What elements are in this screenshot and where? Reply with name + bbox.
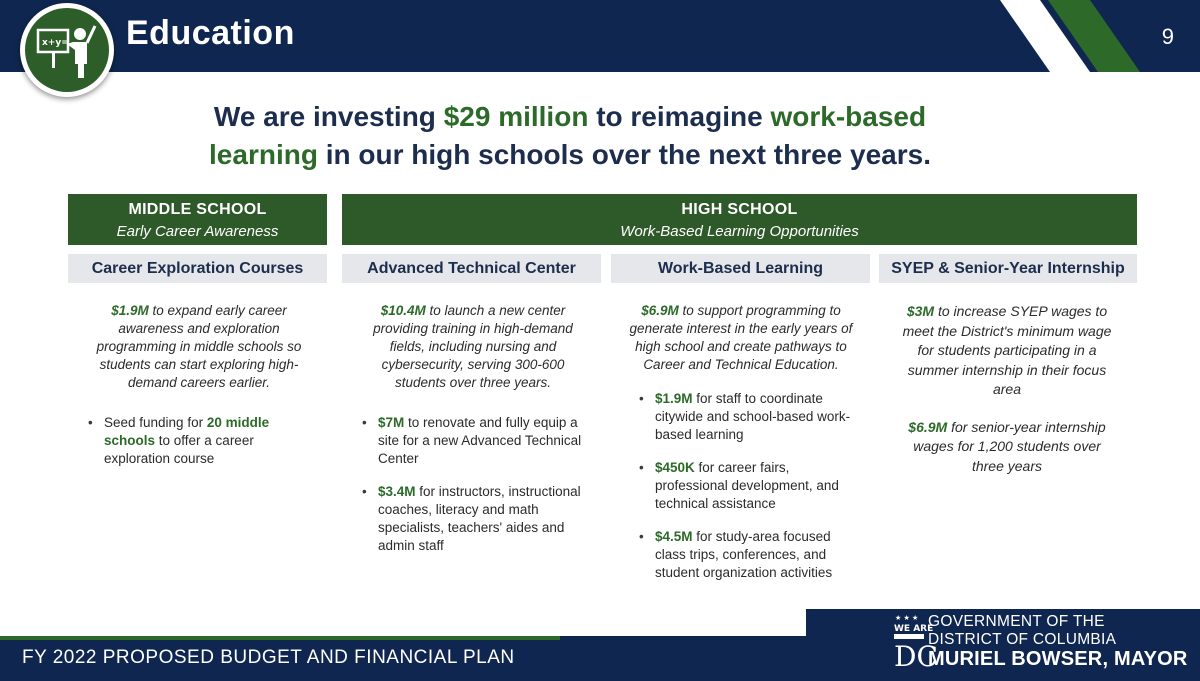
- list-item: • $3.4M for instructors, instructional coaches, literacy and math specialists, teachers' aides and admin staff: [362, 484, 581, 553]
- column-second-block: $6.9M for senior-year internship wages for 1,200 students over three years: [908, 418, 1106, 474]
- svg-text:WE ARE: WE ARE: [894, 624, 934, 634]
- column-intro: $6.9M to support programming to generate interest in the early years of high school and create pathways to Career and Technical Education.: [629, 303, 853, 372]
- column-advanced-technical: [358, 302, 588, 555]
- page-title: Education: [126, 14, 295, 52]
- column-heading-career-exploration: Career Exploration Courses: [68, 254, 327, 283]
- svg-text:DC: DC: [894, 640, 938, 673]
- column-work-based: [626, 302, 856, 582]
- column-intro: $10.4M to launch a new center providing training in high-demand fields, including nursing and cybersecurity, serving 300-600 students over three years.: [373, 303, 573, 390]
- column-intro: $3M to increase SYEP wages to meet the District's minimum wage for students participating in a summer internship in their focus area: [902, 303, 1112, 397]
- column-heading-advanced-technical: Advanced Technical Center: [342, 254, 601, 283]
- list-item: • $450K for career fairs, professional development, and technical assistance: [639, 460, 839, 511]
- column-syep: [902, 302, 1112, 476]
- middle-school-header: MIDDLE SCHOOL Early Career Awareness: [68, 194, 327, 245]
- list-item: • $7M to renovate and fully equip a site for a new Advanced Technical Center: [362, 415, 582, 466]
- government-line-2: DISTRICT OF COLUMBIA: [928, 631, 1117, 648]
- list-item: • $1.9M for staff to coordinate citywide and school-based work-based learning: [639, 391, 851, 442]
- list-item: • Seed funding for 20 middle schools to offer a career exploration course: [88, 415, 270, 466]
- column-career-exploration: [88, 302, 310, 468]
- column-heading-work-based: Work-Based Learning: [611, 254, 870, 283]
- headline: We are investing $29 million to reimagine work-based learning in our high schools over the next three years.: [209, 101, 931, 170]
- list-item: • $4.5M for study-area focused class trips, conferences, and student organization activities: [639, 529, 833, 580]
- government-line-1: GOVERNMENT OF THE: [928, 613, 1105, 630]
- mayor-name: MURIEL BOWSER, MAYOR: [928, 648, 1188, 670]
- education-logo: [20, 3, 114, 97]
- we-are-dc-logo: [893, 614, 938, 673]
- column-intro: $1.9M to expand early career awareness and exploration programming in middle schools so students can start exploring high-demand careers earlier.: [96, 303, 302, 390]
- page-number: 9: [1161, 24, 1174, 49]
- teacher-icon: [25, 8, 109, 92]
- high-school-header: HIGH SCHOOL Work-Based Learning Opportunities: [342, 194, 1137, 245]
- footer-plan-title: FY 2022 PROPOSED BUDGET AND FINANCIAL PLAN: [22, 647, 515, 668]
- svg-text:x+y=: x+y=: [42, 38, 69, 48]
- svg-text:★ ★ ★: ★ ★ ★: [895, 614, 919, 622]
- header-bar: [0, 0, 1200, 72]
- column-heading-syep: SYEP & Senior-Year Internship: [879, 254, 1137, 283]
